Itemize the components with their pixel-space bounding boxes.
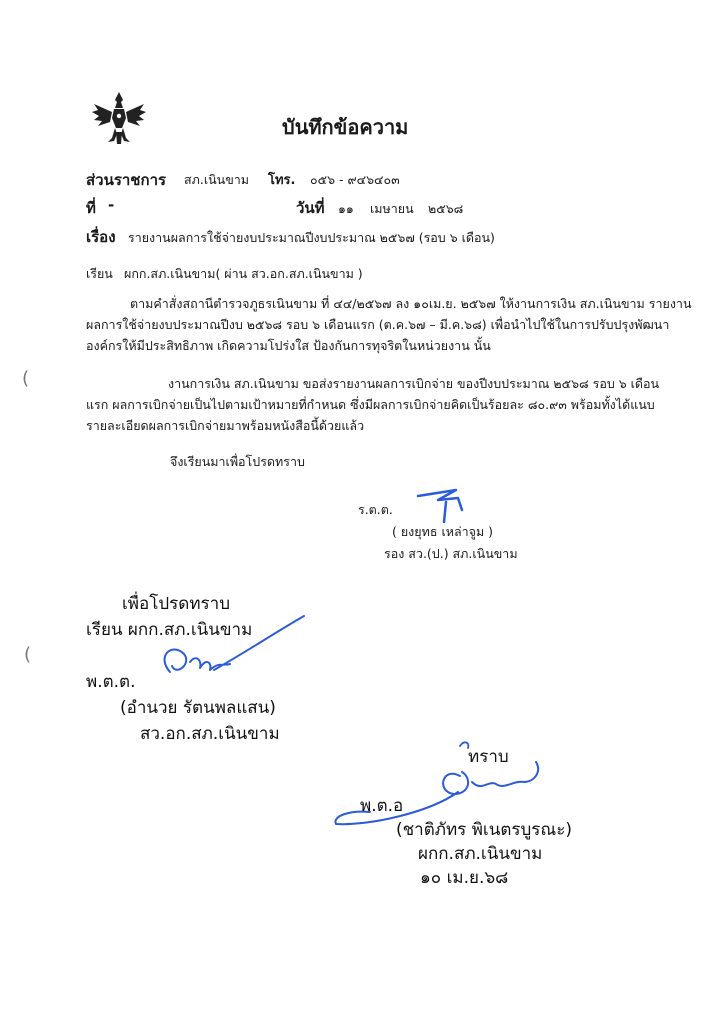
ref-label: ที่ — [86, 199, 96, 217]
phone-value: ๐๕๖ - ๙๔๖๔๐๓ — [310, 172, 400, 187]
body-line: ตามคำสั่งสถานีตำรวจภูธรเนินขาม ที่ ๔๔/๒๕๖๗ ลง ๑๐เม.ย. ๒๕๖๗ ให้งานการเงิน สภ.เนินขาม รายงาน — [130, 296, 692, 311]
memo-title: บันทึกข้อความ — [282, 115, 409, 139]
endorsement2-rank: พ.ต.อ — [360, 796, 404, 816]
signer1-rank: ร.ต.ต. — [358, 502, 393, 517]
body-paragraph-1 — [86, 293, 692, 356]
agency-label: ส่วนราชการ — [86, 171, 167, 189]
addressee-label: เรียน — [86, 266, 113, 281]
date-month: เมษายน — [370, 201, 414, 216]
phone-label: โทร. — [268, 173, 296, 188]
date-year: ๒๕๖๘ — [428, 201, 464, 216]
endorsement1-position: สว.อก.สภ.เนินขาม — [140, 724, 280, 744]
signer1-name: ( ยงยุทธ เหล่าจูม ) — [392, 524, 494, 539]
endorsement1-rank: พ.ต.ต. — [86, 672, 136, 692]
endorsement1-name: (อำนวย รัตนพลแสน) — [120, 698, 276, 718]
endorsement2-name: (ชาติภัทร พิเนตรบูรณะ) — [396, 820, 572, 840]
endorsement1-line2: เรียน ผกก.สภ.เนินขาม — [86, 620, 253, 640]
body-line: รายละเอียดผลการเบิกจ่ายมาพร้อมหนังสือนี้ด้วยแล้ว — [86, 418, 365, 433]
body-line: องค์กรให้มีประสิทธิภาพ เกิดความโปร่งใส ป้องกันการทุจริตในหน่วยงาน นั้น — [86, 338, 491, 353]
body-line: งานการเงิน สภ.เนินขาม ขอส่งรายงานผลการเบิกจ่าย ของปีงบประมาณ ๒๕๖๘ รอบ ๖ เดือน — [168, 376, 660, 391]
hole-punch-mark: ( — [22, 368, 30, 389]
body-line: แรก ผลการเบิกจ่ายเป็นไปตามเป้าหมายที่กำหนด ซึ่งมีผลการเบิกจ่ายคิดเป็นร้อยละ ๘๐.๙๓ พร้อมทั้งได้แนบ — [86, 397, 655, 412]
closing-line: จึงเรียนมาเพื่อโปรดทราบ — [170, 454, 305, 469]
date-label: วันที่ — [296, 199, 325, 217]
endorsement2-ack: ทราบ — [468, 747, 509, 767]
endorsement1-line1: เพื่อโปรดทราบ — [122, 594, 230, 614]
hole-punch-mark: ( — [24, 644, 32, 665]
body-line: ผลการใช้จ่ายงบประมาณปีงบ ๒๕๖๘ รอบ ๖ เดือนแรก (ต.ค.๖๗ – มี.ค.๖๘) เพื่อนำไปใช้ในการปรับปรุงพัฒนา — [86, 317, 670, 332]
date-day: ๑๑ — [338, 201, 354, 216]
body-paragraph-2 — [86, 373, 659, 436]
addressee-value: ผกก.สภ.เนินขาม( ผ่าน สว.อก.สภ.เนินขาม ) — [124, 266, 363, 281]
agency-value: สภ.เนินขาม — [184, 172, 250, 187]
signer1-position: รอง สว.(ป.) สภ.เนินขาม — [384, 546, 518, 561]
ref-value: - — [108, 196, 115, 214]
endorsement2-date: ๑๐ เม.ย.๖๘ — [420, 868, 509, 888]
endorsement2-position: ผกก.สภ.เนินขาม — [418, 844, 543, 864]
subject-value: รายงานผลการใช้จ่ายงบประมาณปีงบประมาณ ๒๕๖๗ (รอบ ๖ เดือน) — [128, 230, 495, 245]
signature-1-icon — [410, 484, 480, 524]
signature-2-icon — [150, 612, 310, 692]
garuda-emblem-icon — [90, 88, 148, 146]
subject-label: เรื่อง — [86, 228, 116, 246]
